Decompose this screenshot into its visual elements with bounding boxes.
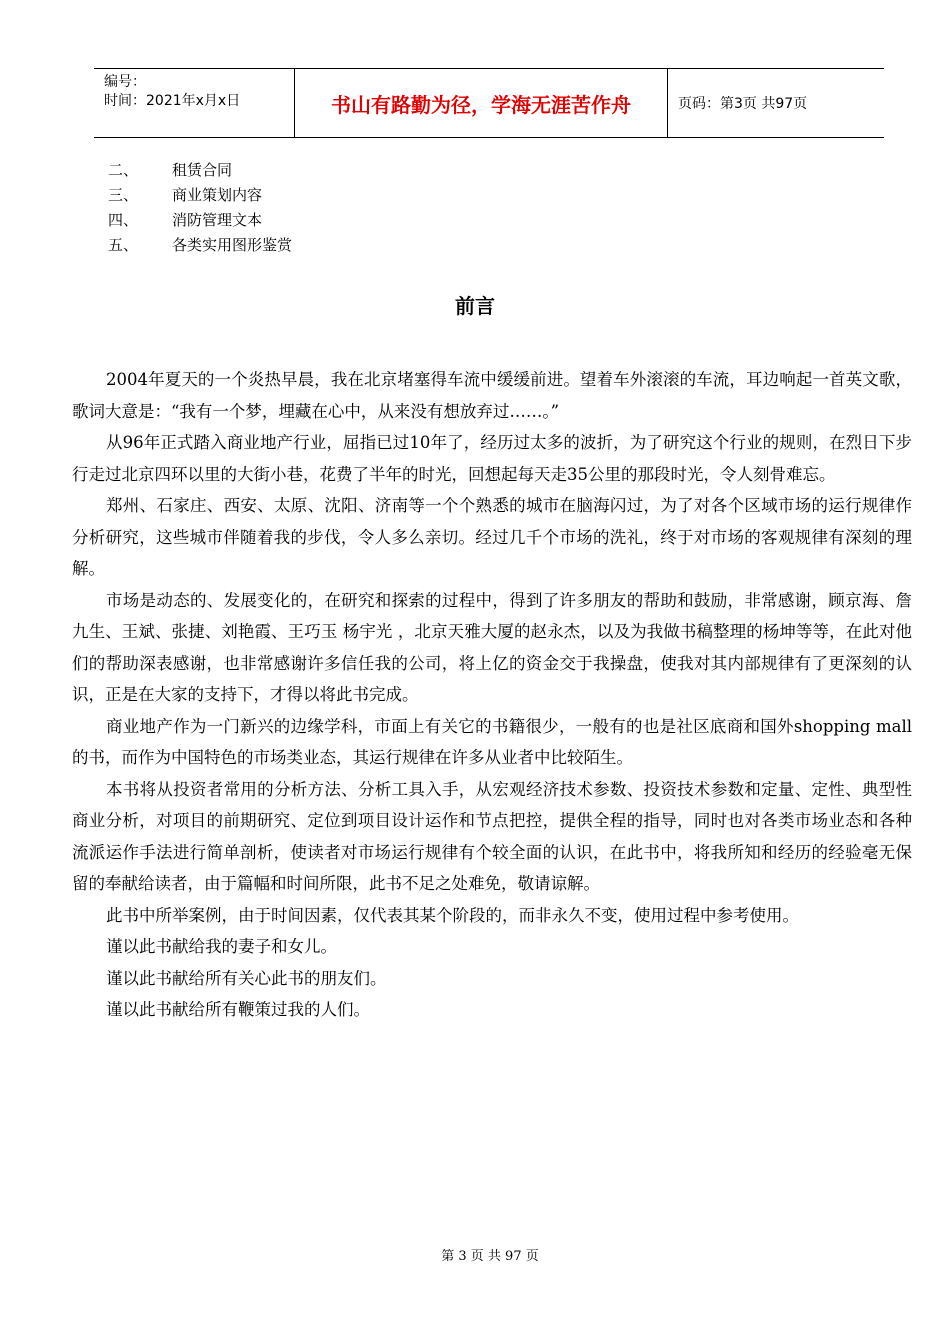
page-footer: 第 3 页 共 97 页 bbox=[441, 1249, 539, 1264]
paragraph: 谨以此书献给所有关心此书的朋友们。 bbox=[106, 968, 387, 988]
header-left-cell bbox=[94, 69, 295, 137]
document-number-label: 编号： bbox=[104, 74, 146, 90]
paragraph: 本书将从投资者常用的分析方法、分析工具入手，从宏观经济技术参数、投资技术参数和定量、定性、典型性商业分析，对项目的前期研究、定位到项目设计运作和节点把控，提供全程的指导，同时也对各类市场业态和各种流派运作手法进行简单剖析，使读者对市场运行规律有个较全面的认识，在此书中，将我所知和经历的经验毫无保留的奉献给读者，由于篇幅和时间所限，此书不足之处难免，敬请谅解。 bbox=[72, 779, 912, 893]
toc-item bbox=[108, 183, 292, 208]
toc-item bbox=[108, 208, 292, 233]
header-motto: 书山有路勤为径，学海无涯苦作舟 bbox=[295, 69, 668, 137]
toc-item-label: 租赁合同 bbox=[172, 161, 233, 179]
paragraph: 2004年夏天的一个炎热早晨，我在北京堵塞得车流中缓缓前进。望着车外滚滚的车流，耳边响起一首英文歌，歌词大意是：“我有一个梦，埋藏在心中，从来没有想放弃过……。” bbox=[72, 370, 912, 421]
toc-item-number: 二、 bbox=[108, 161, 139, 179]
toc-item bbox=[108, 158, 292, 183]
toc-item-number: 三、 bbox=[108, 186, 139, 204]
toc-item bbox=[108, 233, 292, 258]
paragraph: 商业地产作为一门新兴的边缘学科，市面上有关它的书籍很少，一般有的也是社区底商和国外shopping mall的书，而作为中国特色的市场类业态，其运行规律在许多从业者中比较陌生。 bbox=[72, 716, 912, 767]
paragraph: 郑州、石家庄、西安、太原、沈阳、济南等一个个熟悉的城市在脑海闪过，为了对各个区域市场的运行规律作分析研究，这些城市伴随着我的步伐，令人多么亲切。经过几千个市场的洗礼，终于对市场的客观规律有深刻的理解。 bbox=[72, 496, 912, 578]
paragraph: 从96年正式踏入商业地产行业，屈指已过10年了，经历过太多的波折，为了研究这个行业的规则，在烈日下步行走过北京四环以里的大街小巷，花费了半年的时光，回想起每天走35公里的那段时光，令人刻骨难忘。 bbox=[72, 433, 912, 484]
header-page-info: 页码：第3页 共97页 bbox=[678, 96, 808, 112]
paragraph: 市场是动态的、发展变化的，在研究和探索的过程中，得到了许多朋友的帮助和鼓励，非常感谢，顾京海、詹九生、王斌、张捷、刘艳霞、王巧玉 杨宇光 ，北京天雅大厦的赵永杰，以及为我做书稿整理的杨坤等等，在此对他们的帮助深表感谢，也非常感谢许多信任我的公司，将上亿的资金交于我操盘，使我对其内部规律有了更深刻的认识，正是在大家的支持下，才得以将此书完成。 bbox=[72, 590, 912, 704]
header-table bbox=[94, 68, 884, 138]
toc-item-label: 消防管理文本 bbox=[172, 211, 263, 229]
toc-item-number: 五、 bbox=[108, 236, 139, 254]
toc-item-label: 商业策划内容 bbox=[172, 186, 263, 204]
toc-list bbox=[108, 158, 292, 258]
paragraph: 此书中所举案例，由于时间因素，仅代表其某个阶段的，而非永久不变，使用过程中参考使用。 bbox=[106, 905, 799, 925]
document-time-label: 时间：2021年x月x日 bbox=[104, 93, 241, 109]
paragraph: 谨以此书献给我的妻子和女儿。 bbox=[106, 937, 337, 956]
page-title: 前言 bbox=[455, 294, 495, 318]
preface-body bbox=[72, 364, 912, 1026]
toc-item-number: 四、 bbox=[108, 211, 139, 229]
toc-item-label: 各类实用图形鉴赏 bbox=[172, 236, 293, 254]
paragraph: 谨以此书献给所有鞭策过我的人们。 bbox=[106, 1000, 370, 1019]
